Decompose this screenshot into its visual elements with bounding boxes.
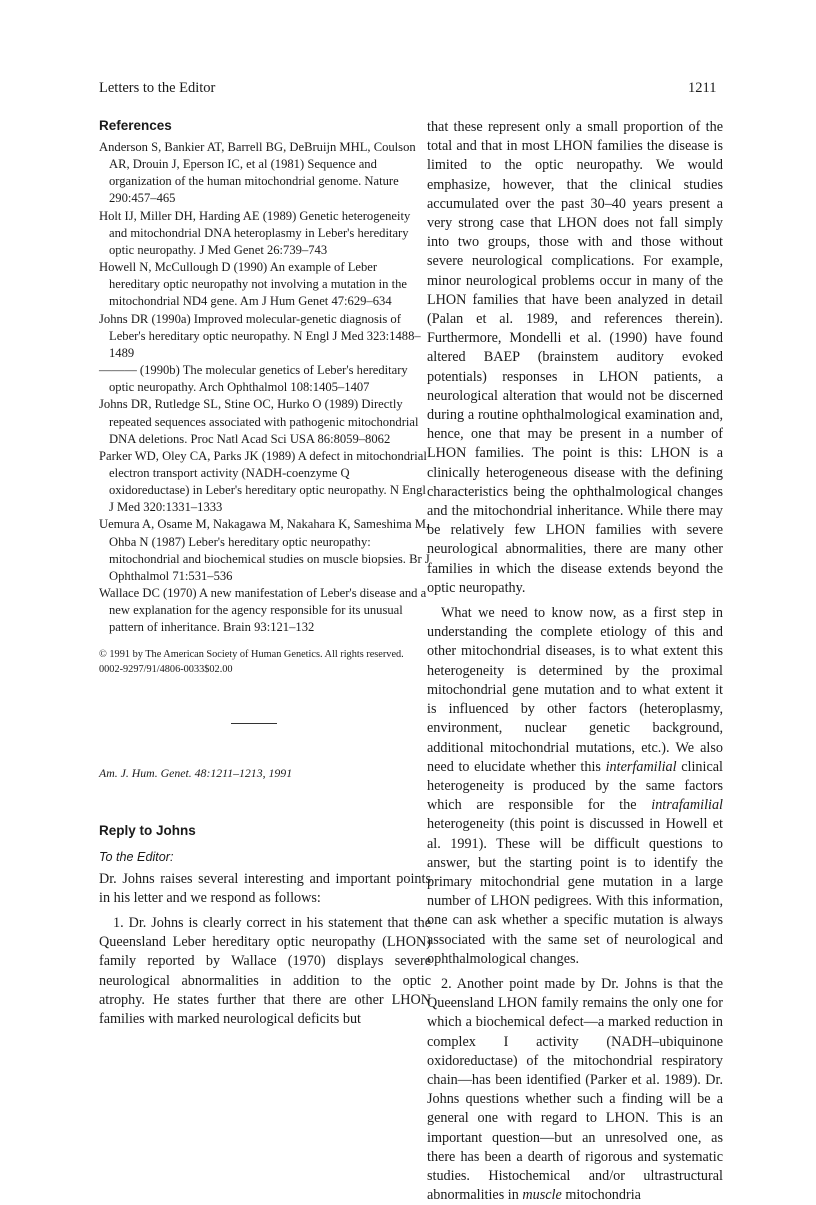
reference-item: Parker WD, Oley CA, Parks JK (1989) A defect in mitochondrial electron transport activity (NADH-coenzyme Q oxidoreductase) in Leber's hereditary optic neuropathy. N Engl J Med 320:1331–1333 [99,448,427,515]
point-2-paragraph [427,975,723,1205]
heterogeneity-paragraph [427,604,723,969]
paragraph-text: 2. Another point made by Dr. Johns is that the Queensland LHON family remains the only one for which a biochemical defect—a marked reduction in complex I activity (NADH–ubiquinone oxidoreductase) of the mitochondrial respiratory chain—has been identified (Parker et al. 1989). Dr. Johns questions whether such a finding will be a general one with regard to LHON. This is an important question—but an unresolved one, as there has been a dearth of rigorous and systematic studies. Histochemical and/or ultrastructural abnormalities in [427,975,723,1204]
reference-item: Johns DR, Rutledge SL, Stine OC, Hurko O (1989) Directly repeated sequences associated with pathogenic mitochondrial DNA deletions. Proc Natl Acad Sci USA 86:8059–8062 [99,397,419,446]
reference-item: Anderson S, Bankier AT, Barrell BG, DeBruijn MHL, Coulson AR, Drouin J, Eperson IC, et al (1981) Sequence and organization of the human mitochondrial genome. Nature 290:457–465 [99,140,416,206]
copyright-notice [99,647,431,677]
references-heading: References [99,118,172,133]
reply-title: Reply to Johns [99,822,196,838]
emphasis-interfamilial: interfamilial [605,758,677,775]
right-column [427,118,723,1205]
journal-citation: Am. J. Hum. Genet. 48:1211–1213, 1991 [99,765,293,780]
emphasis-intrafamilial: intrafamilial [651,797,723,814]
continued-paragraph: that these represent only a small proportion of the total and that in most LHON families the disease is limited to the optic neuropathy. We would emphasize, however, that the clinical studies accumulated over the past 30–40 years present a very strong case that LHON does not fall simply into two groups, those with and those without severe neurological complications. For example, minor neurological problems occur in many of the LHON families that have been analyzed in detail (Palan et al. 1989, and references therein). Furthermore, Mondelli et al. (1990) have found altered BAEP (brainstem auditory evoked potentials) responses in LHON patients, a neurological alteration that would not be discerned during a routine ophthalmological examination and, hence, one that may be present in a number of LHON families. The point is this: LHON is a clinically heterogeneous disease with the defining characteristics being the ophthalmological changes and the mitochondrial inheritance. While there may be relatively few LHON families with severe neurological abnormalities, there are many other families in which the disease extends beyond the optic neuropathy. [427,119,723,596]
copyright-line: © 1991 by The American Society of Human Genetics. All rights reserved. [99,648,404,660]
reference-item: Uemura A, Osame M, Nakagawa M, Nakahara K, Sameshima M, Ohba N (1987) Leber's hereditary optic neuropathy: mitochondrial and biochemical studies on muscle biopsies. Br J Ophthalmol 71:531–536 [99,517,430,583]
reference-item: Johns DR (1990a) Improved molecular-genetic diagnosis of Leber's hereditary optic neuropathy. N Engl J Med 323:1488–1489 [99,311,421,360]
running-header: Letters to the Editor [99,80,216,96]
section-divider [231,723,277,724]
reference-item: ——— (1990b) The molecular genetics of Leber's hereditary optic neuropathy. Arch Ophthalmol 108:1405–1407 [99,363,408,395]
paragraph-text: clinical heterogeneity is produced by the same factors which are responsible for the [427,758,723,814]
issn-line: 0002-9297/91/4806-0033$02.00 [99,663,233,675]
salutation: To the Editor: [99,849,174,864]
page-number: 1211 [688,80,717,96]
point-1-paragraph: 1. Dr. Johns is clearly correct in his statement that the Queensland Leber hereditary optic neuropathy (LHON) family reported by Wallace (1970) displays severe neurological abnormalities in addition to the optic atrophy. He states further that there are other LHON families with marked neurological deficits but [99,914,431,1027]
reference-item: Wallace DC (1970) A new manifestation of Leber's disease and a new explanation for the agency responsible for its unusual pattern of inheritance. Brain 93:121–132 [99,586,427,635]
paragraph-text: heterogeneity (this point is discussed in Howell et al. 1991). These will be difficult questions to answer, but the starting point is to identify the primary mitochondrial gene mutation in a large number of LHON pedigrees. With this information, one can ask whether a specific mutation is always associated with the same set of neurological and ophthalmological changes. [427,816,723,967]
reference-item: Howell N, McCullough D (1990) An example of Leber hereditary optic neuropathy not involving a mutation in the mitochondrial ND4 gene. Am J Hum Genet 47:629–634 [99,260,407,309]
reference-item: Holt IJ, Miller DH, Harding AE (1989) Genetic heterogeneity and mitochondrial DNA heteroplasmy in Leber's hereditary optic neuropathy. J Med Genet 26:739–743 [99,208,411,257]
reference-list [99,139,431,637]
emphasis-muscle: muscle [522,1187,562,1204]
left-column [99,118,431,1029]
intro-paragraph: Dr. Johns raises several interesting and important points in his letter and we respond as follows: [99,870,431,906]
paragraph-text: mitochondria [561,1187,641,1204]
paragraph-text: What we need to know now, as a first step in understanding the complete etiology of this and other mitochondrial diseases, is to what extent this heterogeneity is determined by the proximal mitochondrial gene mutation and to what extent it is influenced by other factors (heteroplasmy, environment, nuclear genetic background, additional mitochondrial mutations, etc.). We also need to elucidate whether this [427,605,723,775]
